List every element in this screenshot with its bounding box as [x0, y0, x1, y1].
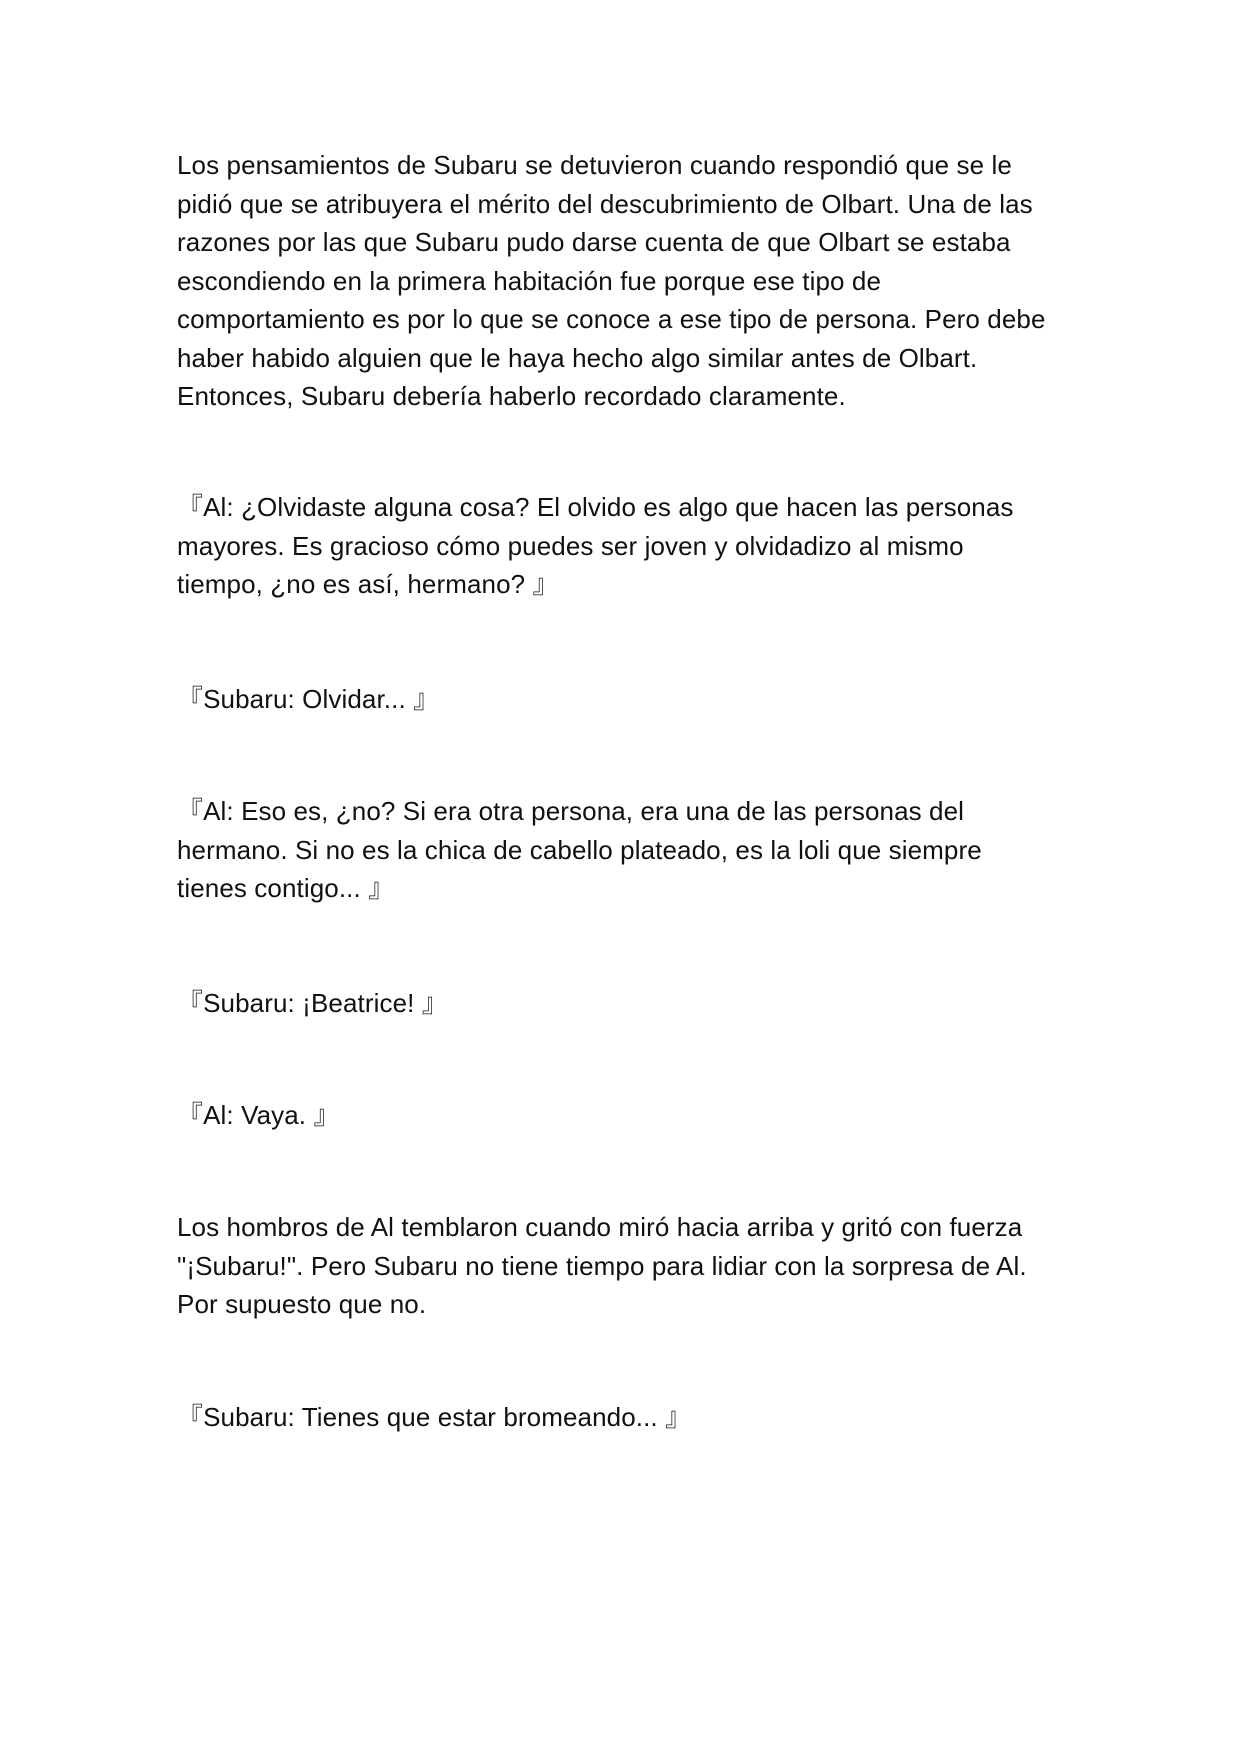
- narration-paragraph: Los hombros de Al temblaron cuando miró hacia arriba y gritó con fuerza "¡Subaru!". Pero Subaru no tiene tiempo para lidiar con la sorpresa de Al. Por supuesto que no.: [177, 1212, 1027, 1319]
- dialogue-subaru-beatrice: 『Subaru: ¡Beatrice! 』: [177, 988, 448, 1018]
- dialogue-subaru-forget: 『Subaru: Olvidar... 』: [177, 684, 440, 714]
- dialogue-al-vaya: 『Al: Vaya. 』: [177, 1100, 340, 1130]
- narration-paragraph: Los pensamientos de Subaru se detuvieron cuando respondió que se le pidió que se atribuyera el mérito del descubrimiento de Olbart. Una de las razones por las que Subaru pudo darse cuenta de que Olbart se estaba escondiendo en la primera habitación fue porque ese tipo de comportamiento es por lo que se conoce a ese tipo de persona. Pero debe haber habido alguien que le haya hecho algo similar antes de Olbart. Entonces, Subaru debería haberlo recordado claramente.: [177, 150, 1046, 411]
- dialogue-al-forgot: 『Al: ¿Olvidaste alguna cosa? El olvido es algo que hacen las personas mayores. Es gracioso cómo puedes ser joven y olvidadizo al mismo tiempo, ¿no es así, hermano? 』: [177, 492, 1014, 599]
- dialogue-al-person: 『Al: Eso es, ¿no? Si era otra persona, era una de las personas del hermano. Si no es la chica de cabello plateado, es la loli que siempre tienes contigo... 』: [177, 796, 982, 903]
- dialogue-subaru-joking: 『Subaru: Tienes que estar bromeando... 』: [177, 1402, 692, 1432]
